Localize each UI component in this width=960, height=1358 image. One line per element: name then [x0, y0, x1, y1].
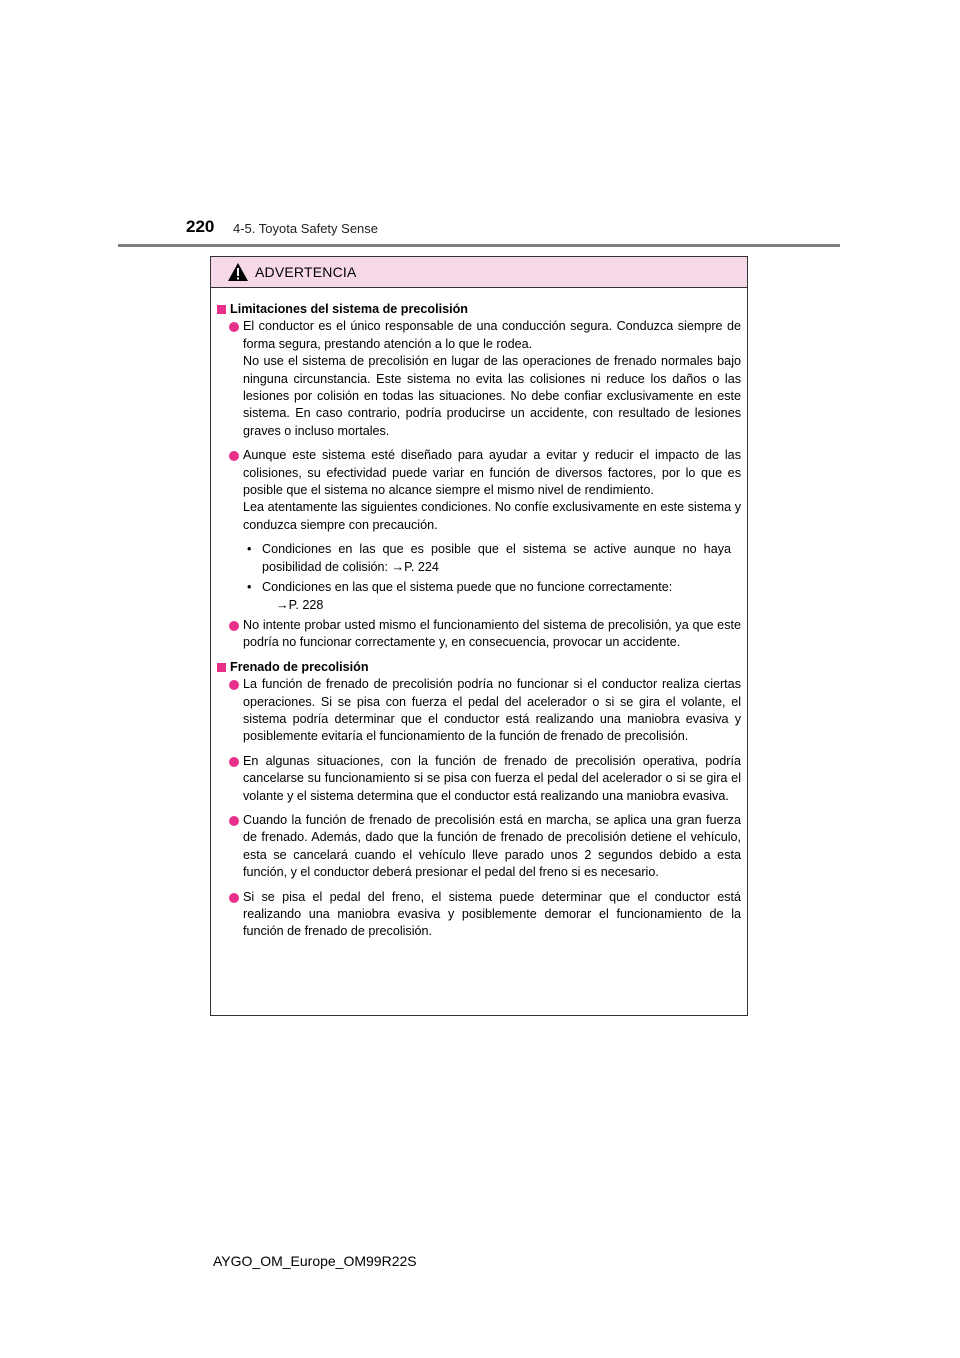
bullet-text: La función de frenado de precolisión podría no funcionar si el conductor realiza ciertas operaciones. Si se pisa con fuerza el pedal del acelerador o si se gira el volante, el sistema podría determinar que el conductor está realizando una maniobra evasiva y posiblemente evitaría el funcionamiento de la función de frenado de precolisión. — [243, 677, 741, 744]
bullet-item — [216, 889, 741, 941]
bullet-text: El conductor es el único responsable de una conducción segura. Conduzca siempre de forma segura, prestando atención a lo que le rodea. — [243, 319, 741, 351]
square-bullet-icon — [217, 663, 226, 672]
bullet-text: Cuando la función de frenado de precolisión está en marcha, se aplica una gran fuerza de frenado. Además, dado que la función de frenado de precolisión detiene el vehículo, esta se cancelará cuando el vehículo lleve parado unos 2 segundos debido a esta función, y el conductor deberá presionar el pedal del freno si es necesario. — [243, 812, 741, 880]
bullet-text: No use el sistema de precolisión en lugar de las operaciones de frenado normales bajo ninguna circunstancia. Este sistema no evita las colisiones ni reduce los daños o las lesiones por colisión en todas las situaciones. No debe confiar exclusivamente en este sistema. En caso contrario, podría producirse un accidente, con resultado de lesiones graves o incluso mortales. — [243, 354, 741, 438]
page-reference: →P. 228 — [276, 597, 324, 612]
dot-bullet-icon: • — [247, 542, 252, 557]
round-bullet-icon — [229, 451, 239, 461]
dot-bullet-icon: • — [247, 580, 252, 595]
bullet-item — [216, 753, 741, 805]
bullet-item — [216, 447, 741, 534]
round-bullet-icon — [229, 680, 239, 690]
section-heading: Limitaciones del sistema de precolisión — [216, 301, 741, 318]
section-title: 4-5. Toyota Safety Sense — [233, 221, 379, 236]
section-heading: Frenado de precolisión — [216, 659, 741, 676]
round-bullet-icon — [229, 621, 239, 631]
document-id: AYGO_OM_Europe_OM99R22S — [213, 1253, 417, 1269]
warning-header — [211, 257, 747, 288]
round-bullet-icon — [229, 816, 239, 826]
round-bullet-icon — [229, 322, 239, 332]
bullet-text: No intente probar usted mismo el funcionamiento del sistema de precolisión, ya que este podría no funcionar correctamente y, en consecuencia, provocar un accidente. — [243, 617, 741, 650]
square-bullet-icon — [217, 305, 226, 314]
sub-item: • Condiciones en las que el sistema puede que no funcione correctamente: →P. 228 — [216, 579, 741, 614]
round-bullet-icon — [229, 893, 239, 903]
bullet-text: Aunque este sistema esté diseñado para ayudar a evitar y reducir el impacto de las colisiones, su efectividad puede variar en función de diversos factores, por lo que es posible que el sistema no alcance siempre el mismo nivel de rendimiento. — [243, 448, 741, 498]
page-number: 220 — [186, 217, 215, 236]
warning-triangle-icon — [227, 262, 249, 282]
warning-box — [210, 256, 748, 1016]
bullet-item — [216, 617, 741, 652]
bullet-text: En algunas situaciones, con la función de frenado de precolisión operativa, podría cancelarse su funcionamiento si se pisa con fuerza el pedal del acelerador o si se gira el volante y el sistema determina que el conductor está realizando una maniobra evasiva. — [243, 753, 741, 803]
bullet-item — [216, 812, 741, 882]
sub-item: • Condiciones en las que es posible que el sistema se active aunque no haya posibilidad de colisión: →P. 224 — [247, 542, 731, 574]
header-rule — [118, 244, 840, 247]
bullet-text: Si se pisa el pedal del freno, el sistema puede determinar que el conductor está realizando una maniobra evasiva y posiblemente demorar el funcionamiento de la función de frenado de precolisión. — [243, 889, 741, 939]
bullet-item — [216, 318, 741, 440]
warning-title: ADVERTENCIA — [255, 264, 357, 280]
round-bullet-icon — [229, 757, 239, 767]
bullet-text: Lea atentamente las siguientes condiciones. No confíe exclusivamente en este sistema y conduzca siempre con precaución. — [243, 500, 741, 532]
bullet-item — [216, 676, 741, 746]
warning-body — [211, 288, 747, 941]
